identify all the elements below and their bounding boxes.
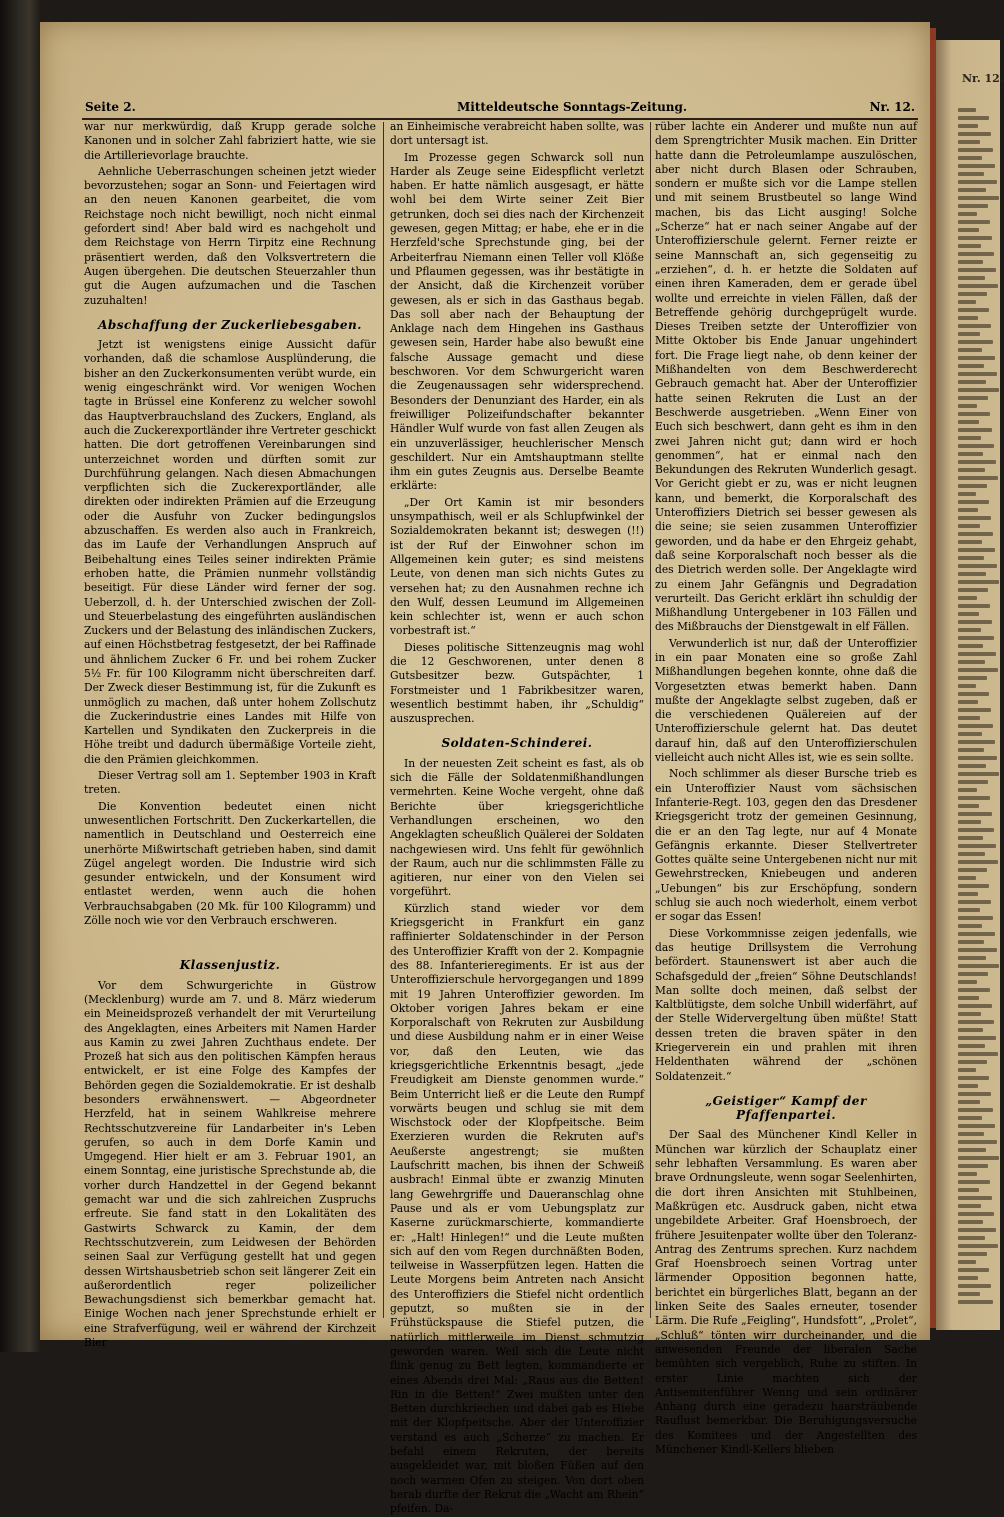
- adjacent-text-line: [958, 1068, 976, 1072]
- adjacent-text-line: [958, 1100, 980, 1104]
- adjacent-text-line: [958, 988, 990, 992]
- adjacent-text-line: [958, 668, 998, 672]
- adjacent-text-line: [958, 572, 986, 576]
- adjacent-text-line: [958, 468, 985, 472]
- adjacent-text-line: [958, 124, 978, 128]
- adjacent-text-line: [958, 820, 981, 824]
- adjacent-text-line: [958, 164, 995, 168]
- adjacent-text-line: [958, 1116, 982, 1120]
- column-divider: [383, 122, 384, 1318]
- adjacent-text-line: [958, 860, 998, 864]
- adjacent-text-line: [958, 908, 980, 912]
- adjacent-text-line: [958, 540, 982, 544]
- adjacent-text-line: [958, 132, 991, 136]
- adjacent-text-line: [958, 452, 983, 456]
- adjacent-text-line: [958, 460, 996, 464]
- adjacent-text-line: [958, 380, 986, 384]
- adjacent-text-line: [958, 1292, 980, 1296]
- adjacent-text-line: [958, 708, 991, 712]
- article-paragraph: Dieser Vertrag soll am 1. September 1903 in Kraft treten.: [84, 769, 376, 797]
- article-paragraph: Dieses politische Sittenzeugnis mag wohl die 12 Geschworenen, unter denen 8 Gutsbesitzer bezw. Gutspächter, 1 Forstmeister und 1 Fabrikbesitzer waren, wesentlich bestimmt haben, ihr „Schuldig“ auszusprechen.: [390, 640, 644, 726]
- adjacent-text-line: [958, 996, 979, 1000]
- adjacent-text-line: [958, 804, 979, 808]
- article-paragraph: Die Konvention bedeutet einen nicht unwesentlichen Fortschritt. Den Zuckerkartellen, die namentlich in Deutschland und Oesterreich eine unerhörte Mißwirtschaft getrieben haben, sind damit Zügel angelegt worden. Die Industrie wird sich gesunder entwickeln, und der Konsument wird entlastet werden, wenn auch die hohen Verbrauchsabgaben (20 Mk. für 100 Kilogramm) und Zölle noch wie vor den Verbrauch erschweren.: [84, 799, 376, 928]
- adjacent-text-line: [958, 524, 980, 528]
- adjacent-text-line: [958, 796, 990, 800]
- issue-number: Nr. 12.: [869, 100, 915, 114]
- adjacent-text-line: [958, 764, 986, 768]
- adjacent-text-line: [958, 1060, 987, 1064]
- adjacent-text-line: [958, 188, 986, 192]
- adjacent-text-line: [958, 1012, 981, 1016]
- adjacent-text-line: [958, 292, 987, 296]
- adjacent-page-strip: [936, 40, 1004, 1330]
- article-paragraph: Im Prozesse gegen Schwarck soll nun Harder als Zeuge seine Eidespflicht verletzt haben. Er hatte nämlich ausgesagt, er hätte wohl bei dem Wirte seiner Zeit Bier getrunken, doch sei dies nach der Kirchenzeit gewesen, gegen Mittag; er habe, ehe er in die Herzfeld'sche Sprechstunde ging, bei der Arbeiterfrau Niemann einen Teller voll Klöße und Pflaumen gegessen, was ihr bestätigte in der Ansicht, daß die Kirchenzeit vorüber gewesen, als er sich in das Gasthaus begab. Das soll aber nach der Behauptung der Anklage nach dem Hingehen ins Gasthaus gewesen sein, Harder habe also bewußt eine falsche Aussage gemacht und diese beschworen. Vor dem Schwurgericht waren die Zeugenaussagen sehr widersprechend. Besonders der Denunziant des Harder, ein als freiwilliger Polizeifundschafter bekannter Händler Wulf wurde von fast allen Zeugen als ein unzuverlässiger, heuchlerischer Mensch geschildert. Nur ein Amtshauptmann stellte ihm ein gutes Zeugnis aus. Derselbe Beamte erklärte:: [390, 150, 644, 493]
- adjacent-text-line: [958, 1044, 985, 1048]
- adjacent-text-line: [958, 1228, 996, 1232]
- adjacent-text-line: [958, 1036, 996, 1040]
- article-paragraph: Verwunderlich ist nur, daß der Unteroffizier in ein paar Monaten eine so große Zahl Mißhandlungen begehen konnte, ohne daß die Vorgesetzten etwas bemerkt haben. Dann mußte der Angeklagte selbst zugeben, daß er die verschiedenen Quälereien auf der Unteroffizierschule gelernt hat. Das deutet darauf hin, daß auf den Unteroffizierschulen vielleicht auch nicht Alles ist, wie es sein sollte.: [655, 636, 917, 765]
- adjacent-text-line: [958, 108, 976, 112]
- adjacent-text-line: [958, 740, 995, 744]
- adjacent-text-line: [958, 388, 999, 392]
- adjacent-text-line: [958, 260, 983, 264]
- adjacent-text-line: [958, 180, 997, 184]
- adjacent-text-line: [958, 716, 980, 720]
- adjacent-text-line: [958, 252, 994, 256]
- adjacent-text-line: [958, 300, 976, 304]
- adjacent-text-line: [958, 364, 984, 368]
- article-paragraph: Kürzlich stand wieder vor dem Kriegsgericht in Frankfurt ein ganz raffinierter Soldatenschinder in der Person des Unteroffizier Krafft von der 2. Kompagnie des 88. Infanterieregiments. Er ist aus der Unteroffizierschule hervorgegangen und 1899 mit 19 Jahren Unteroffizier geworden. Im Oktober vorigen Jahres bekam er eine Korporalschaft von Rekruten zur Ausbildung und diese Ausbildung nahm er in einer Weise vor, daß den Leuten, wie das kriegsgerichtliche Erkenntnis besagt, „jede Freudigkeit am Dienste genommen wurde.“ Beim Unterricht ließ er die Leute den Rumpf vorwärts beugen und schlug sie mit dem Wischstock oder der Klopfpeitsche. Beim Exerzieren wurden die Rekruten auf's Aeußerste angestrengt; sie mußten Laufschritt machen, bis ihnen der Schweiß ausbrach! Einmal übte er zwanzig Minuten lang Gewehrgriffe und Daueranschlag ohne Pause und als er vom Uebungsplatz zur Kaserne zurückmarschierte, kommandierte er: „Halt! Hinlegen!“ und die Leute mußten sich auf den vom Regen durchnäßten Boden, teilweise in Wasserpfützen legen. Hatten die Leute Morgens beim Antreten nach Ansicht des Unteroffiziers die Stiefel nicht ordentlich geputzt, so mußten sie in der Frühstückspause die Stiefel putzen, die natürlich mittlerweile im Dienst schmutzig geworden waren. Weil sich die Leute nicht flink genug zu Bett legten, kommandierte er eines Abends drei Mal: „Raus aus die Betten! Rin in die Betten!“ Zwei mußten unter den Betten durchkriechen und dabei gab es Hiebe mit der Klopfpeitsche. Aber der Unteroffizier verstand es auch „Scherze“ zu machen. Er befahl einem Rekruten, der bereits ausgekleidet war, mit bloßen Füßen auf den noch warmen Ofen zu steigen. Von dort oben herab durfte der Rekrut die „Wacht am Rhein“ pfeifen. Da-: [390, 901, 644, 1516]
- adjacent-text-line: [958, 1164, 988, 1168]
- adjacent-text-line: [958, 556, 984, 560]
- article-paragraph: Aehnliche Ueberraschungen scheinen jetzt wieder bevorzustehen; sogar an Sonn- und Feiertagen wird an den neuen Kanonen gearbeitet, die vom Reichstage noch nicht bewilligt, noch nicht einmal gefordert sind! Aber bald wird es nachgeholt und dem Reichstage von Herrn Tirpitz eine Rechnung präsentiert werden, daß den Volksvertretern die Augen übergehen. Die deutschen Steuerzahler thun gut die Augen aufzumachen und die Taschen zuzuhalten!: [84, 164, 376, 307]
- adjacent-text-line: [958, 284, 998, 288]
- adjacent-text-line: [958, 412, 990, 416]
- adjacent-text-line: [958, 924, 982, 928]
- adjacent-text-line: [958, 756, 997, 760]
- adjacent-text-line: [958, 1284, 991, 1288]
- article-paragraph: an Einheimische verabreicht haben sollte, was dort untersagt ist.: [390, 120, 644, 148]
- adjacent-text-line: [958, 580, 999, 584]
- adjacent-text-line: [958, 340, 993, 344]
- adjacent-text-line: [958, 1276, 978, 1280]
- adjacent-text-line: [958, 1212, 994, 1216]
- adjacent-text-line: [958, 772, 999, 776]
- adjacent-text-line: [958, 172, 984, 176]
- adjacent-text-line: [958, 156, 982, 160]
- adjacent-text-line: [958, 428, 992, 432]
- adjacent-text-line: [958, 588, 988, 592]
- adjacent-text-line: [958, 436, 981, 440]
- adjacent-text-line: [958, 348, 982, 352]
- adjacent-text-line: [958, 148, 993, 152]
- adjacent-text-line: [958, 420, 979, 424]
- adjacent-text-line: [958, 404, 977, 408]
- adjacent-text-line: [958, 548, 995, 552]
- adjacent-text-line: [958, 1028, 983, 1032]
- page-header: [85, 100, 915, 118]
- adjacent-text-line: [958, 684, 976, 688]
- article-heading: Klassenjustiz.: [179, 958, 281, 973]
- adjacent-text-line: [958, 628, 981, 632]
- article-heading: „Geistiger“ Kampf der Pfaffenpartei.: [705, 1093, 867, 1123]
- adjacent-text-line: [958, 748, 984, 752]
- adjacent-text-line: [958, 660, 985, 664]
- adjacent-text-line: [958, 1220, 983, 1224]
- adjacent-text-line: [958, 956, 986, 960]
- adjacent-text-line: [958, 876, 976, 880]
- adjacent-text-line: [958, 964, 999, 968]
- adjacent-text-line: [958, 780, 988, 784]
- adjacent-text-line: [958, 612, 979, 616]
- column-2: [390, 120, 644, 1516]
- adjacent-text-line: [958, 884, 989, 888]
- adjacent-text-line: [958, 1132, 984, 1136]
- adjacent-text-line: [958, 1020, 994, 1024]
- adjacent-text-line: [958, 1076, 989, 1080]
- adjacent-text-line: [958, 1260, 976, 1264]
- adjacent-text-line: [958, 204, 988, 208]
- adjacent-text-line: [958, 700, 978, 704]
- adjacent-text-line: [958, 932, 995, 936]
- adjacent-page-header: Nr. 12.: [962, 72, 1004, 85]
- adjacent-text-line: [958, 892, 978, 896]
- adjacent-text-line: [958, 508, 978, 512]
- article-paragraph: rüber lachte ein Anderer und mußte nun auf dem Sprengtrichter Musik machen. Ein Dritter hatte dann die Petroleumlampe auszulöschen, aber nicht durch Blasen oder Schrauben, sondern er mußte sich vor die Lampe stellen und mit seinem Brustbeutel so lange Wind machen, bis das Licht ausging! Solche „Scherze“ hat er nach seiner Angabe auf der Unteroffizierschule gelernt. Ferner reizte er seine Mannschaft an, sich gegenseitig zu „erziehen“, d. h. er hetzte die Soldaten auf einen ihren Kameraden, dem er gerade übel wollte und erreichte in vielen Fällen, daß der Betreffende gehörig durchgeprügelt wurde. Dieses Treiben setzte der Unteroffizier von Mitte Oktober bis Ende Januar ungehindert fort. Die Frage liegt nahe, ob denn keiner der Mißhandelten von dem Beschwerderecht Gebrauch gemacht hat. Aber der Unteroffizier hatte seinen Rekruten die Lust an der Beschwerde ausgetrieben. „Wenn Einer von Euch sich beschwert, dann geht es ihm in den zwei Jahren nicht gut; dann wird er hoch genommen“, hat er einmal nach den Bekundungen des Rekruten Wunderlich gesagt. Vor Gericht giebt er zu, was er nicht leugnen kann, und bemerkt, die Korporalschaft des Unteroffiziers Dietrich sei besser gewesen als die seine; sie seien zusammen Unteroffizier geworden, und da habe er den Ehrgeiz gehabt, daß seine Korporalschaft noch besser als die des Dietrich werden solle. Der Angeklagte wird zu einem Jahr Gefängnis und Degradation verurteilt. Das Gericht erklärt ihn schuldig der Mißhandlung Untergebener in 103 Fällen und des Mißbrauchs der Dienstgewalt in elf Fällen.: [655, 120, 917, 634]
- adjacent-text-line: [958, 676, 987, 680]
- adjacent-text-line: [958, 1204, 981, 1208]
- adjacent-text-line: [958, 828, 994, 832]
- page-number: Seite 2.: [85, 100, 136, 114]
- adjacent-text-line: [958, 228, 979, 232]
- adjacent-text-line: [958, 116, 989, 120]
- adjacent-text-line: [958, 620, 992, 624]
- adjacent-text-line: [958, 532, 993, 536]
- adjacent-text-line: [958, 1092, 991, 1096]
- adjacent-text-line: [958, 444, 994, 448]
- adjacent-text-line: [958, 1108, 993, 1112]
- adjacent-text-line: [958, 732, 982, 736]
- adjacent-text-line: [958, 1188, 979, 1192]
- adjacent-text-line: [958, 220, 990, 224]
- article-paragraph: Vor dem Schwurgerichte in Güstrow (Mecklenburg) wurde am 7. und 8. März wiederum ein Meineidsprozeß verhandelt der mit Verurteilung des Angeklagten, eines Arbeiters mit Namen Harder aus Kamin zu zwei Jahren Zuchthaus endete. Der Prozeß hat sich aus den politischen Kämpfen heraus entwickelt, er ist eine Folge des Kampfes der Behörden gegen die Sozialdemokratie. Er ist deshalb besonders erwähnenswert. — Abgeordneter Herzfeld, hat in seinem Wahlkreise mehrere Rechtsschutzvereine für Landarbeiter in's Leben gerufen, so auch in dem Dorfe Kamin und Umgegend. Hier hielt er am 3. Februar 1901, an einem Sonntag, eine juristische Sprechstunde ab, die vorher durch Handzettel in der Gegend bekannt gemacht war und die sich zahlreichen Zuspruchs erfreute. Sie fand statt in den Lokalitäten des Gastwirts Schwarck zu Kamin, der dem Rechtsschutzverein, zum Leidwesen der Behörden seinen Saal zur Verfügung gestellt hat und gegen dessen Wirtshausbetrieb schon seit längerer Zeit ein außerordentlich reger polizeilicher Bewachungsdienst sich bemerkbar gemacht hat. Einige Wochen nach jener Sprechstunde erhielt er eine Strafverfügung, weil er während der Kirchzeit Bier: [84, 978, 376, 1350]
- adjacent-text-line: [958, 980, 977, 984]
- adjacent-text-line: [958, 868, 987, 872]
- adjacent-text-line: [958, 1004, 992, 1008]
- adjacent-text-line: [958, 852, 985, 856]
- adjacent-text-line: [958, 1180, 990, 1184]
- adjacent-text-line: [958, 308, 989, 312]
- article-paragraph: Der Saal des Münchener Kindl Keller in München war kürzlich der Schauplatz einer sehr lebhaften Versammlung. Es waren aber brave Ordnungsleute, wenn sogar Seelenhirten, die dort ihren Ansichten mit Stuhlbeinen, Maßkrügen etc. Ausdruck gaben, nicht etwa ungebildete Arbeiter. Graf Hoensbroech, der frühere Jesuitenpater wollte über den Toleranz-Antrag des Zentrums sprechen. Kurz nachdem Graf Hoensbroech seinen Vortrag unter lärmender Opposition begonnen hatte, berichtet ein bürgerliches Blatt, begann an der linken Seite des Saales erneuter, tosender Lärm. Die Rufe „Feigling“, Hundsfott“, „Prolet“, „Schluß“ tönten wirr durcheinander, und die anwesenden Freunde der liberalen Sache bemühten sich vergeblich, Ruhe zu stiften. In erster Linie machten sich der Antisemitenführer Wenng und sein ordinärer Anhang durch eine geradezu haarsträubende Rauflust bemerkbar. Die Beruhigungsversuche des Komitees und der Angestellten des Münchener Kindl-Kellers blieben: [655, 1128, 917, 1457]
- adjacent-text-line: [958, 196, 999, 200]
- adjacent-text-line: [958, 692, 989, 696]
- adjacent-text-line: [958, 596, 977, 600]
- adjacent-text-line: [958, 1172, 977, 1176]
- article-heading: Abschaffung der Zuckerliebesgaben.: [98, 317, 362, 332]
- adjacent-text-line: [958, 564, 997, 568]
- adjacent-text-line: [958, 332, 980, 336]
- adjacent-text-line: [958, 244, 981, 248]
- adjacent-text-line: [958, 1148, 986, 1152]
- adjacent-text-line: [958, 324, 991, 328]
- adjacent-text-line: [958, 916, 993, 920]
- column-divider: [650, 122, 651, 1318]
- adjacent-text-line: [958, 788, 977, 792]
- adjacent-text-line: [958, 484, 987, 488]
- article-paragraph: Jetzt ist wenigstens einige Aussicht dafür vorhanden, daß die schamlose Ausplünderung, die bisher an den Zuckerkonsumenten verübt wurde, ein wenig eingeschränkt wird. Vor wenigen Wochen tagte in Brüssel eine Konferenz zu welcher sowohl das Hauptverbrauchsland des Zuckers, England, als auch die Zuckerexportländer ihre Vertreter geschickt hatten. Die dort getroffenen Vereinbarungen sind unterzeichnet worden und dürften somit zur Durchführung gelangen. Nach diesen Abmachungen verpflichten sich die Zuckerexportländer, alle direkten oder indirekten Prämien auf die Erzeugung oder die Ausfuhr von Zucker bedingungslos abzuschaffen. Es werden also auch in Frankreich, das im Laufe der Verhandlungen Anspruch auf Beibehaltung eines Teiles seiner indirekten Prämie erhoben hatte, die Prämien nunmehr vollständig beseitigt. Für diese Länder wird ferner der sog. Ueberzoll, d. h. der Unterschied zwischen der Zoll- und Steuerbelastung des eingeführten ausländischen Zuckers und der Belastung des inländischen Zuckers, auf einen Höchstbetrag festgesetzt, der bei Raffinade und ähnlichem Zucker 6 Fr. und bei rohem Zucker 5½ Fr. für 100 Kilogramm nicht überschreiten darf. Der Zweck dieser Bestimmung ist, für die Zukunft es unmöglich zu machen, daß unter hohem Zollschutz die Zuckerindustrie eines Landes mit Hilfe von Kartellen und Syndikaten den Zuckerpreis in die Höhe treibt und dadurch übermäßige Vorteile zieht, die den Prämien gleichkommen.: [84, 338, 376, 766]
- adjacent-text-line: [958, 268, 996, 272]
- article-heading: Soldaten-Schinderei.: [441, 736, 593, 751]
- adjacent-text-line: [958, 140, 980, 144]
- column-3: [655, 120, 917, 1457]
- adjacent-text-line: [958, 604, 990, 608]
- adjacent-text-line: [958, 1300, 993, 1304]
- adjacent-text-line: [958, 1244, 998, 1248]
- adjacent-text-line: [958, 644, 983, 648]
- adjacent-text-line: [958, 1052, 998, 1056]
- adjacent-text-line: [958, 372, 997, 376]
- adjacent-text-line: [958, 396, 988, 400]
- adjacent-text-line: [958, 1124, 995, 1128]
- adjacent-text-line: [958, 1084, 978, 1088]
- article-quote: „Der Ort Kamin ist mir besonders unsympathisch, weil er als Schlupfwinkel der Sozialdemokraten bekannt ist; deswegen (!!) ist der Ruf der Einwohner schon im Allgemeinen kein guter; es sind meistens Leute, von denen man sich nichts Gutes zu versehen hat; zu den Ausnahmen rechne ich den Wulf, dessen Leumund im Allgemeinen kein schlechter ist, wenn er auch schon vorbestraft ist.“: [390, 495, 644, 638]
- adjacent-text-line: [958, 1196, 992, 1200]
- adjacent-text-line: [958, 516, 991, 520]
- adjacent-text-line: [958, 844, 996, 848]
- adjacent-text-line: [958, 356, 995, 360]
- article-paragraph: war nur merkwürdig, daß Krupp gerade solche Kanonen und in solcher Zahl fabriziert hatte, wie sie die Artillerievorlage brauchte.: [84, 120, 376, 162]
- adjacent-text-line: [958, 948, 997, 952]
- adjacent-text-line: [958, 1140, 997, 1144]
- adjacent-text-line: [958, 636, 994, 640]
- article-paragraph: Diese Vorkommnisse zeigen jedenfalls, wie das heutige Drillsystem die Verrohung befördert. Staunenswert ist aber auch die Schafsgeduld der „freien“ Söhne Deutschlands! Man sollte doch meinen, daß selbst der Kaltblütigste, dem solche Unbill widerfährt, auf der Stelle Widervergeltung üben müßte! Statt dessen treten die braven später in den Kriegerverein ein und prahlen mit ihren Heldenthaten während der „schönen Soldatenzeit.“: [655, 926, 917, 1083]
- book-binding: [0, 0, 42, 1352]
- adjacent-text-line: [958, 1252, 987, 1256]
- column-1: [84, 120, 376, 1350]
- adjacent-text-line: [958, 500, 989, 504]
- adjacent-text-line: [958, 972, 988, 976]
- adjacent-text-line: [958, 940, 984, 944]
- newspaper-title: Mitteldeutsche Sonntags-Zeitung.: [457, 100, 688, 114]
- adjacent-text-line: [958, 212, 977, 216]
- adjacent-text-line: [958, 724, 993, 728]
- adjacent-text-line: [958, 492, 976, 496]
- adjacent-text-line: [958, 476, 998, 480]
- adjacent-text-line: [958, 900, 991, 904]
- adjacent-text-line: [958, 236, 992, 240]
- adjacent-text-line: [958, 652, 996, 656]
- adjacent-text-line: [958, 1156, 999, 1160]
- adjacent-text-line: [958, 316, 978, 320]
- adjacent-text-line: [958, 1268, 989, 1272]
- adjacent-text-line: [958, 836, 983, 840]
- adjacent-text-line: [958, 276, 985, 280]
- article-paragraph: In der neuesten Zeit scheint es fast, als ob sich die Fälle der Soldatenmißhandlungen vermehrten. Keine Woche vergeht, ohne daß Berichte über kriegsgerichtliche Verhandlungen erscheinen, wo den Angeklagten scheußlich Quälerei der Soldaten nachgewiesen wird. Uns fehlt für gewöhnlich der Raum, auch nur die schlimmsten Fälle zu agitieren, nur einer von den Vielen sei vorgeführt.: [390, 756, 644, 899]
- article-paragraph: Noch schlimmer als dieser Bursche trieb es ein Unteroffizier Naust vom sächsischen Infanterie-Regt. 103, gegen den das Dresdener Kriegsgericht trotz der gemeinen Gesinnung, die er an den Tag legte, nur auf 4 Monate Gefängnis erkannte. Dieser Stellvertreter Gottes quälte seine Untergebenen nicht nur mit Gewehrstrecken, Kniebeugen und anderen „Uebungen“ bis zur Erschöpfung, sondern schlug sie auch noch wiederholt, einem verbot er sogar das Essen!: [655, 767, 917, 924]
- adjacent-text-line: [958, 1236, 985, 1240]
- adjacent-text-line: [958, 812, 992, 816]
